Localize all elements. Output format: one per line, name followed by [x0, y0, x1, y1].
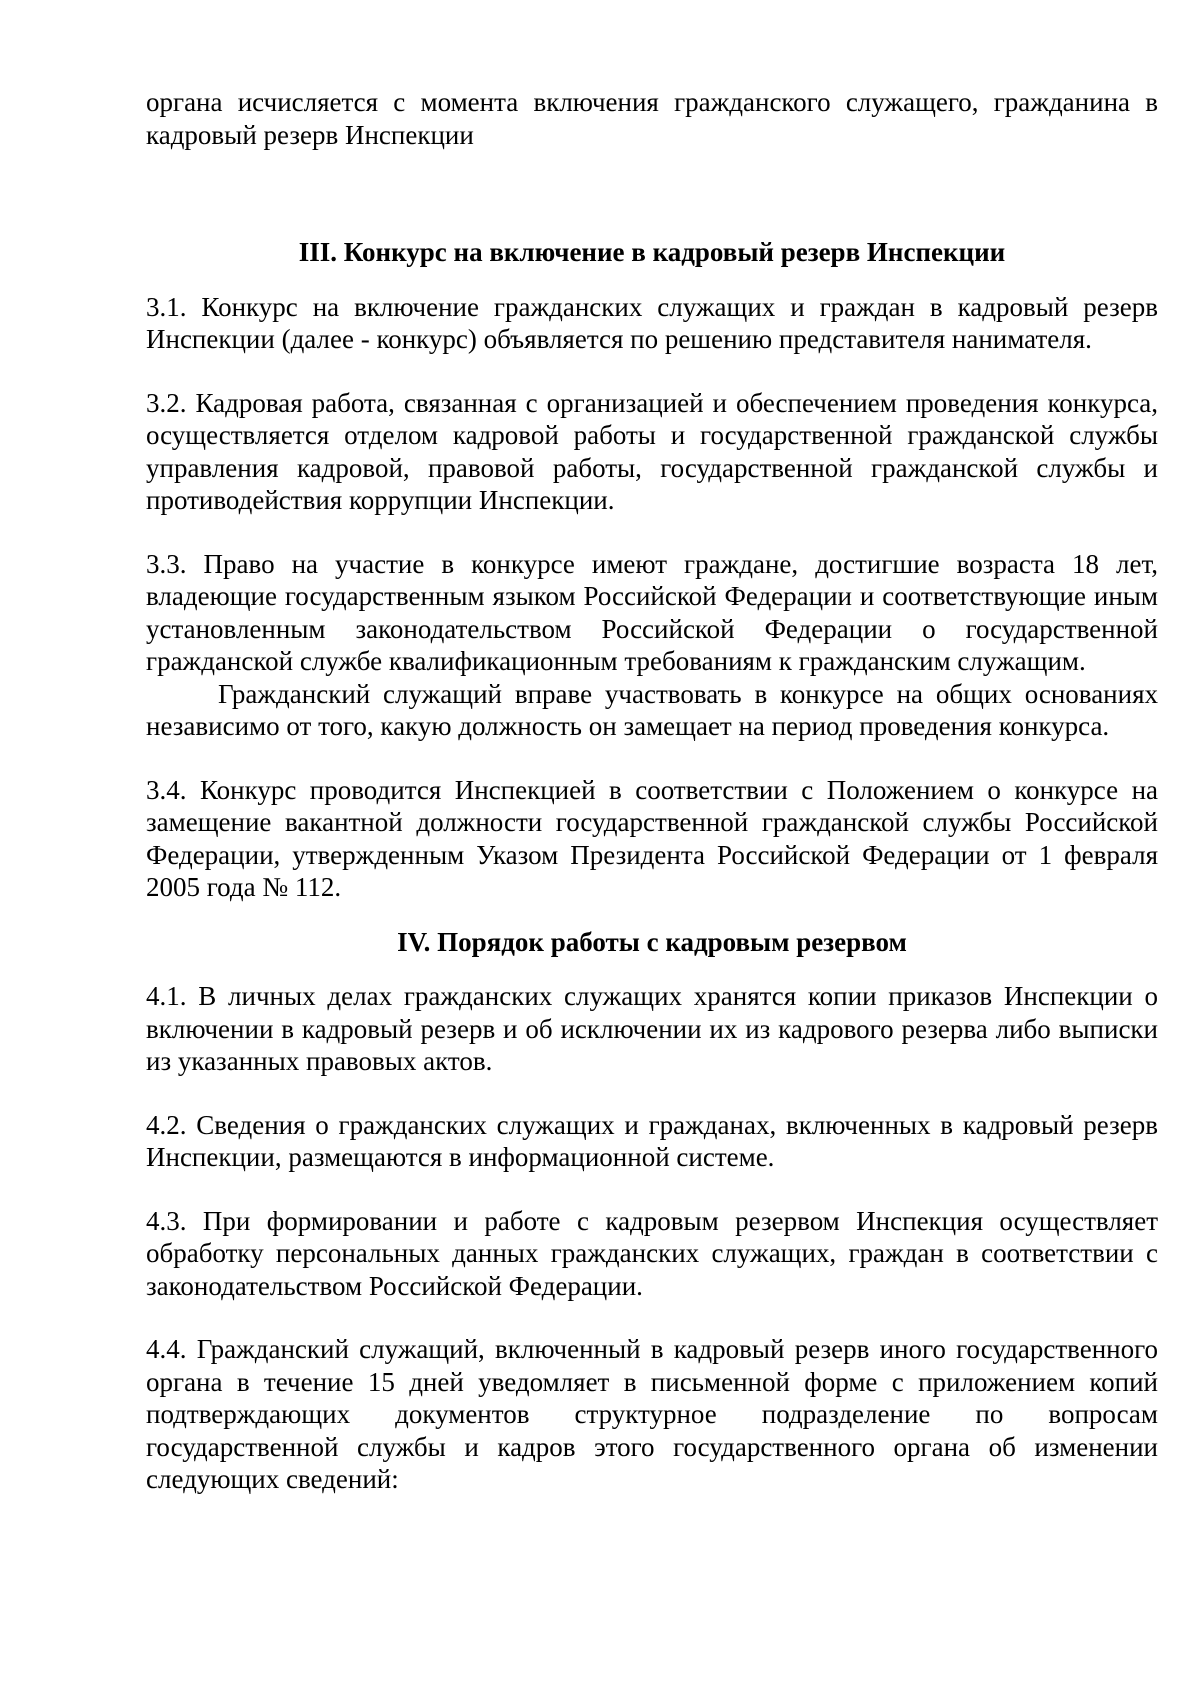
paragraph-4-1: 4.1. В личных делах гражданских служащих хранятся копии приказов Инспекции о включении в кадровый резерв и об исключении их из кадрового резерва либо выписки из указанных правовых актов.	[146, 981, 1158, 1076]
paragraph-3-4: 3.4. Конкурс проводится Инспекцией в соответствии с Положением о конкурсе на замещение вакантной должности государственной гражданской службы Российской Федерации, утвержденным Указом Президента Российской Федерации от 1 февраля 2005 года № 112.	[146, 774, 1158, 902]
paragraph-3-1: 3.1. Конкурс на включение гражданских служащих и граждан в кадровый резерв Инспекции (далее - конкурс) объявляется по решению представителя нанимателя.	[146, 291, 1158, 354]
paragraph-4-4: 4.4. Гражданский служащий, включенный в кадровый резерв иного государственного органа в течение 15 дней уведомляет в письменной форме с приложением копий подтверждающих документов структурное подразделение по вопросам государственной службы и кадров этого государственного органа об изменении следующих сведений:	[146, 1334, 1158, 1494]
section-3-heading: III. Конкурс на включение в кадровый резерв Инспекции	[298, 237, 1006, 267]
intro-paragraph: органа исчисляется с момента включения гражданского служащего, гражданина в кадровый резерв Инспекции	[146, 87, 1158, 150]
paragraph-3-3-continued: Гражданский служащий вправе участвовать в конкурсе на общих основаниях независимо от того, какую должность он замещает на период проведения конкурса.	[146, 678, 1158, 741]
document-body	[146, 86, 1158, 1496]
paragraph-4-3: 4.3. При формировании и работе с кадровым резервом Инспекция осуществляет обработку персональных данных гражданских служащих, граждан в соответствии с законодательством Российской Федерации.	[146, 1205, 1158, 1301]
paragraph-4-2: 4.2. Сведения о гражданских служащих и гражданах, включенных в кадровый резерв Инспекции, размещаются в информационной системе.	[146, 1109, 1158, 1172]
section-4-heading: IV. Порядок работы с кадровым резервом	[397, 926, 907, 957]
paragraph-3-2: 3.2. Кадровая работа, связанная с организацией и обеспечением проведения конкурса, осуществляется отделом кадровой работы и государственной гражданской службы управления кадровой, правовой работы, государственной гражданской службы и противодействия коррупции Инспекции.	[146, 387, 1158, 515]
paragraph-3-3: 3.3. Право на участие в конкурсе имеют граждане, достигшие возраста 18 лет, владеющие государственным языком Российской Федерации и соответствующие иным установленным законодательством Российской Федерации о государственной гражданской службе квалификационным требованиям к гражданским служащим.	[146, 548, 1158, 676]
